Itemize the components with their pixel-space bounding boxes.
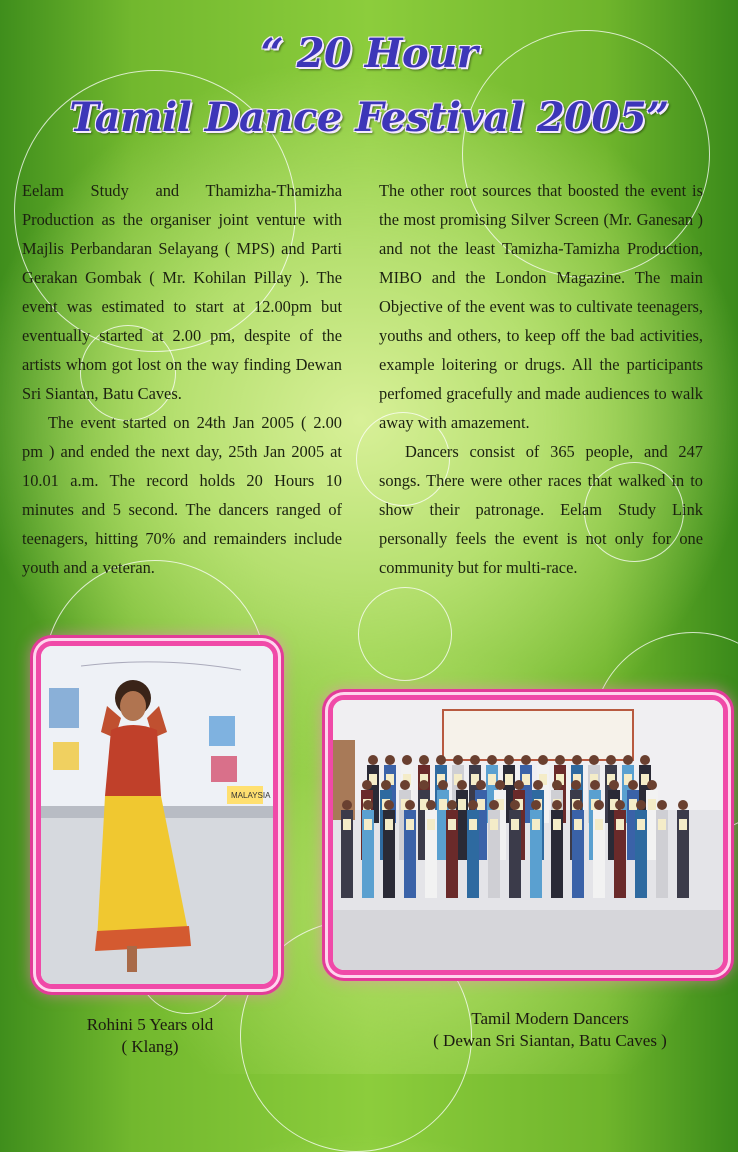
caption-photo-2 xyxy=(360,1008,738,1052)
poster-text: MALAYSIA xyxy=(231,791,271,800)
person-head xyxy=(538,755,548,765)
certificate xyxy=(505,774,513,785)
certificate xyxy=(448,819,456,830)
person-head xyxy=(615,800,625,810)
certificate xyxy=(511,819,519,830)
page-title-line-2: Tamil Dance Festival 2005” xyxy=(69,94,669,141)
person-head xyxy=(402,755,412,765)
certificate xyxy=(458,799,466,810)
certificate xyxy=(574,819,582,830)
person-head xyxy=(531,800,541,810)
person-head xyxy=(385,755,395,765)
certificate xyxy=(616,819,624,830)
certificate xyxy=(648,799,656,810)
certificate xyxy=(658,819,666,830)
person-head xyxy=(426,800,436,810)
person-head xyxy=(362,780,372,790)
person-head xyxy=(457,780,467,790)
person-head xyxy=(368,755,378,765)
person-head xyxy=(594,800,604,810)
person-head xyxy=(447,800,457,810)
child-dancer-image xyxy=(41,646,273,984)
person-head xyxy=(521,755,531,765)
group-dancers-image xyxy=(333,700,723,970)
caption-photo-1 xyxy=(40,1014,260,1058)
right-paragraph-1: The other root sources that boosted the event is the most promising Silver Screen (Mr. Ganesan ) and not the least Tamizha-Tamizha Production, MIBO and the London Magazine. The main Objective of the event was to cultivate teenagers, youths and others, to keep off the bad activities, example loitering or drugs. All the participants perfomed gracefully and made audiences to walk away with amazement. xyxy=(379,181,703,432)
person-head xyxy=(590,780,600,790)
person-head xyxy=(623,755,633,765)
person-head xyxy=(381,780,391,790)
person-head xyxy=(495,780,505,790)
certificate xyxy=(679,819,687,830)
person-head xyxy=(384,800,394,810)
certificate xyxy=(595,819,603,830)
decorative-circle xyxy=(358,587,452,681)
person-head xyxy=(405,800,415,810)
right-column xyxy=(379,176,703,582)
certificate xyxy=(490,819,498,830)
person-head xyxy=(504,755,514,765)
person-head xyxy=(510,800,520,810)
person-head xyxy=(363,800,373,810)
certificate xyxy=(469,819,477,830)
certificate xyxy=(477,799,485,810)
person-head xyxy=(533,780,543,790)
person-head xyxy=(453,755,463,765)
person-head xyxy=(628,780,638,790)
person-head xyxy=(573,800,583,810)
caption-2-line-1: Tamil Modern Dancers xyxy=(471,1009,629,1028)
person-head xyxy=(640,755,650,765)
person-head xyxy=(606,755,616,765)
left-column xyxy=(22,176,342,582)
certificate xyxy=(439,799,447,810)
certificate xyxy=(364,819,372,830)
person-head xyxy=(636,800,646,810)
person-head xyxy=(470,755,480,765)
person-head xyxy=(552,800,562,810)
certificate xyxy=(343,819,351,830)
photo-child-dancer xyxy=(36,641,278,989)
person-head xyxy=(609,780,619,790)
certificate xyxy=(553,819,561,830)
caption-2-line-2: ( Dewan Sri Siantan, Batu Caves ) xyxy=(433,1031,667,1050)
photo-group-dancers xyxy=(328,695,728,975)
person-head xyxy=(468,800,478,810)
person-head xyxy=(657,800,667,810)
certificate xyxy=(427,819,435,830)
person-head xyxy=(489,800,499,810)
certificate xyxy=(532,819,540,830)
person-head xyxy=(487,755,497,765)
person-head xyxy=(572,755,582,765)
certificate xyxy=(637,819,645,830)
certificate xyxy=(406,819,414,830)
caption-1-line-2: ( Klang) xyxy=(121,1037,179,1056)
person-head xyxy=(555,755,565,765)
person-head xyxy=(571,780,581,790)
person-head xyxy=(400,780,410,790)
person-head xyxy=(342,800,352,810)
left-paragraph-2: The event started on 24th Jan 2005 ( 2.00 pm ) and ended the next day, 25th Jan 2005 at 10.01 a.m. The record holds 20 Hours 10 minutes and 5 second. The dancers ranged of teenagers, hitting 70% and remainders include youth and a veteran. xyxy=(22,413,342,577)
person-head xyxy=(436,755,446,765)
person-head xyxy=(552,780,562,790)
right-paragraph-2: Dancers consist of 365 people, and 247 songs. There were other races that walked in to show their patronage. Eelam Study Link personally feels the event is not only for one community but for multi-race. xyxy=(379,442,703,577)
caption-1-line-1: Rohini 5 Years old xyxy=(86,1015,214,1034)
person-head xyxy=(419,780,429,790)
person-head xyxy=(438,780,448,790)
page-title-line-1: “ 20 Hour xyxy=(260,30,478,77)
certificate xyxy=(488,774,496,785)
person-head xyxy=(678,800,688,810)
left-paragraph-1: Eelam Study and Thamizha-Thamizha Production as the organiser joint venture with Majlis Perbandaran Selayang ( MPS) and Parti Gerakan Gombak ( Mr. Kohilan Pillay ). The event was estimated to start at 12.00pm but eventually started at 2.00 pm, despite of the artists whom got lost on the way finding Dewan Sri Siantan, Batu Caves. xyxy=(22,181,342,403)
person-head xyxy=(419,755,429,765)
person-head xyxy=(589,755,599,765)
certificate xyxy=(385,819,393,830)
certificate xyxy=(629,799,637,810)
person-head xyxy=(647,780,657,790)
person-head xyxy=(476,780,486,790)
person-head xyxy=(514,780,524,790)
